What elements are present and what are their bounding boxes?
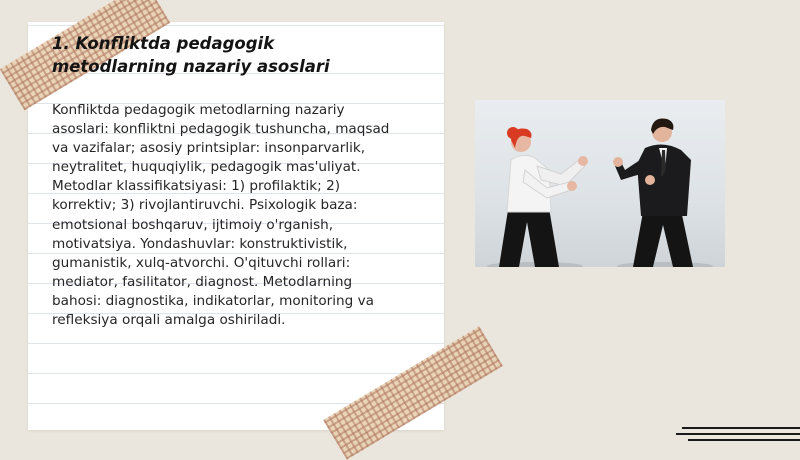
woman-figure [499, 127, 588, 267]
floor-shadow-right [617, 262, 713, 267]
slide-title: 1. Konfliktda pedagogik metodlarning nazariy asoslari [52, 34, 330, 76]
decorative-lines [676, 425, 800, 445]
slide-body-text: Konfliktda pedagogik metodlarning nazariy asoslari: konfliktni pedagogik tushuncha, maqsad va vazifalar; asosiy printsiplar: insonparvarlik, neytralitet, huquqiylik, pedagogik mas'uliyat. Metodlar klassifikatsiyasi: 1) profilaktik; 2) korrektiv; 3) rivojlantiruvchi. Psixologik baza: emotsional boshqaruv, ijtimoiy o'rganish, motivatsiya. Yondashuvlar: konstruktivistik, gumanistik, xulq-atvorchi. O'qituvchi rollari: mediator, fasilitator, diagnost. Metodlarning bahosi: diagnostika, indikatorlar, monitoring va refleksiya orqali amalga oshiriladi. [52, 102, 390, 329]
boxing-business-people-photo [475, 100, 725, 267]
photo-illustration [475, 100, 725, 267]
man-figure [613, 118, 693, 267]
